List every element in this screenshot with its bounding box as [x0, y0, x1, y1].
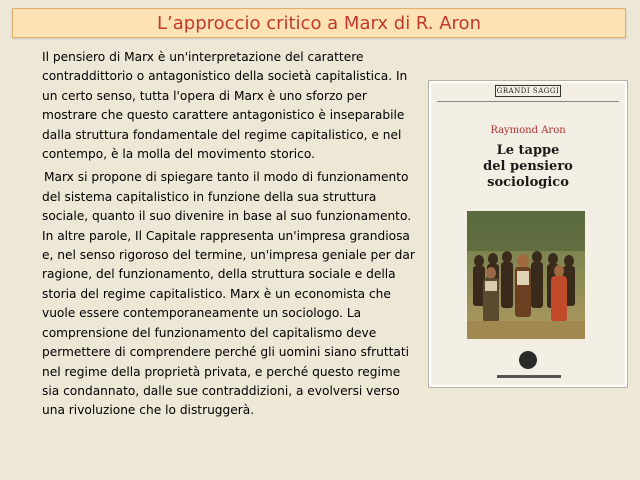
publisher-logo-icon [519, 351, 537, 369]
painting-quarto-stato-icon [467, 211, 585, 339]
slide-title-box [12, 8, 626, 38]
book-author: Raymond Aron [490, 125, 566, 136]
book-series-label: GRANDI SAGGI [496, 87, 560, 95]
book-title-line-1: Le tappe [496, 143, 560, 158]
slide-title: L’approccio critico a Marx di R. Aron [157, 12, 481, 34]
book-title [429, 143, 627, 191]
cover-divider [437, 101, 619, 102]
paragraph-1: Il pensiero di Marx è un'interpretazione del carattere contraddittorio o antagonistico della società capitalistica. In un certo senso, tutta l'opera di Marx è uno sforzo per mostrare che questo carattere antagonistico è inseparabile dalla struttura fondamentale del regime capitalistico, e nel contempo, è la molla del movimento storico. [42, 50, 408, 162]
body-text [42, 48, 420, 425]
book-cover-image [428, 80, 628, 388]
book-title-line-3: sociologico [487, 175, 569, 190]
publisher-name-mark [429, 374, 629, 380]
paragraph-2: Marx si propone di spiegare tanto il modo di funzionamento del sistema capitalistico in funzione della sua struttura sociale, quanto il suo divenire in base al suo funzionamento. In altre parole, Il Capitale rappresenta un'impresa grandiosa e, nel senso rigoroso del termine, un'impresa geniale per dar ragione, del funzionamento, della struttura sociale e della storia del regime capitalistico. Marx è un economista che vuole essere contemporaneamente un sociologo. La comprensione del funzionamento del capitalismo deve permettere di comprendere perché gli uomini siano sfruttati nel regime della proprietà privata, e perché questo regime sia condannato, dalle sue contraddizioni, a evolversi verso una rivoluzione che lo distruggerà. [42, 170, 415, 418]
book-title-line-2: del pensiero [483, 159, 573, 174]
